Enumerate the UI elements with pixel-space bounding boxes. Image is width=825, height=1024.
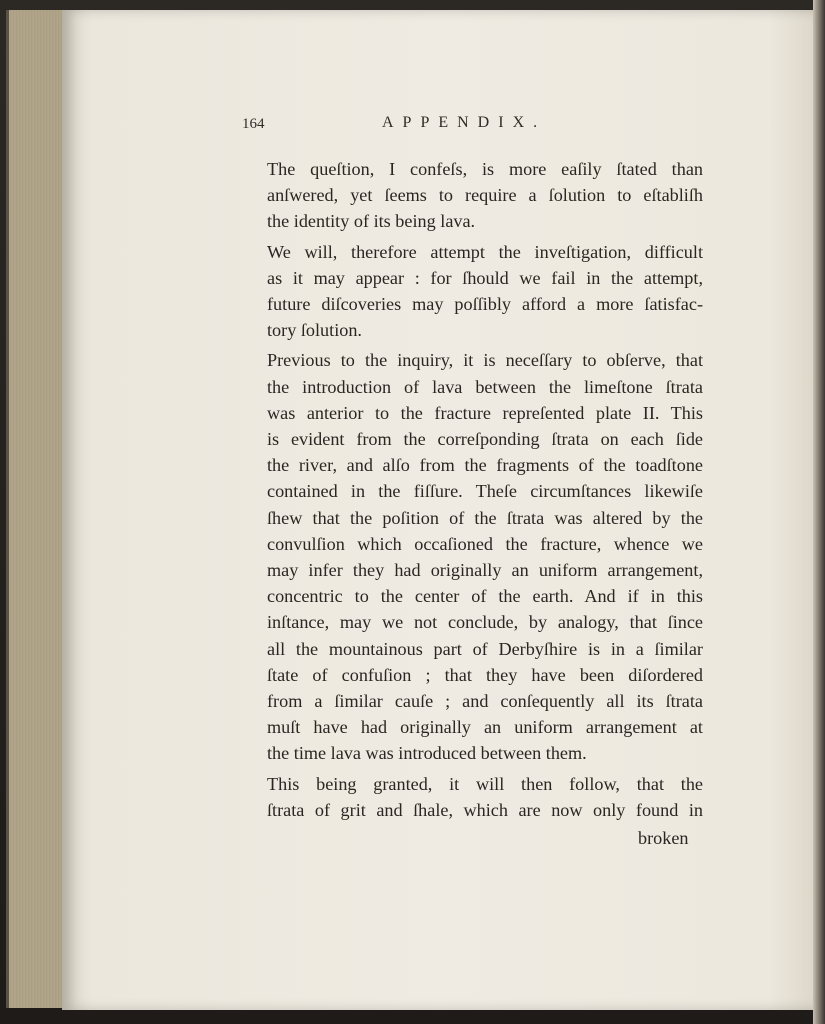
text-line: all the mountainous part of Derbyſhire is in a ſimilar xyxy=(267,638,703,659)
running-head-title: APPENDIX. xyxy=(382,114,547,131)
paragraph-4 xyxy=(243,771,703,823)
running-head xyxy=(242,112,702,138)
text-line: future diſcoveries may poſſibly afford a more ſatisfac- xyxy=(267,294,703,315)
gutter-shadow xyxy=(813,0,825,1024)
text-line: as it may appear : for ſhould we fail in the attempt, xyxy=(267,267,703,288)
text-line: ſtate of confuſion ; that they have been diſordered xyxy=(267,664,703,685)
text-line: muſt have had originally an uniform arrangement at xyxy=(267,717,703,738)
text-line: convulſion which occaſioned the fracture, whence we xyxy=(267,533,703,554)
text-line: the time lava was introduced between them. xyxy=(267,743,587,764)
text-line: ſhew that the poſition of the ſtrata was altered by the xyxy=(267,507,703,528)
text-line: ſtrata of grit and ſhale, which are now only found in xyxy=(267,799,703,820)
text-line: concentric to the center of the earth. And if in this xyxy=(267,586,703,607)
page-number: 164 xyxy=(242,116,265,132)
paragraph-3 xyxy=(243,347,703,766)
text-line: was anterior to the fracture repreſented plate II. This xyxy=(267,402,703,423)
text-line: Previous to the inquiry, it is neceſſary to obſerve, that xyxy=(267,350,703,371)
text-line: the river, and alſo from the fragments of the toadſtone xyxy=(267,455,703,476)
body-text xyxy=(243,156,703,827)
text-line: may infer they had originally an uniform arrangement, xyxy=(267,560,703,581)
text-line: The queſtion, I confeſs, is more eaſily ſtated than xyxy=(267,159,703,179)
paragraph-2 xyxy=(243,239,703,344)
text-line: We will, therefore attempt the inveſtigation, difficult xyxy=(267,241,703,262)
text-line: tory ſolution. xyxy=(267,320,362,341)
text-line: inſtance, may we not conclude, by analogy, that ſince xyxy=(267,612,703,633)
text-line: the identity of its being lava. xyxy=(267,211,476,232)
text-line: anſwered, yet ſeems to require a ſolution to eſtabliſh xyxy=(267,185,703,206)
paragraph-1 xyxy=(243,156,703,235)
text-line: is evident from the correſponding ſtrata on each ſide xyxy=(267,429,703,450)
text-line: the introduction of lava between the limeſtone ſtrata xyxy=(267,376,703,397)
text-line: This being granted, it will then follow, that the xyxy=(267,773,703,794)
text-line: contained in the fiſſure. Theſe circumſtances likewiſe xyxy=(267,481,703,502)
text-line: from a ſimilar cauſe ; and conſequently all its ſtrata xyxy=(267,691,703,712)
catchword: broken xyxy=(638,828,689,848)
